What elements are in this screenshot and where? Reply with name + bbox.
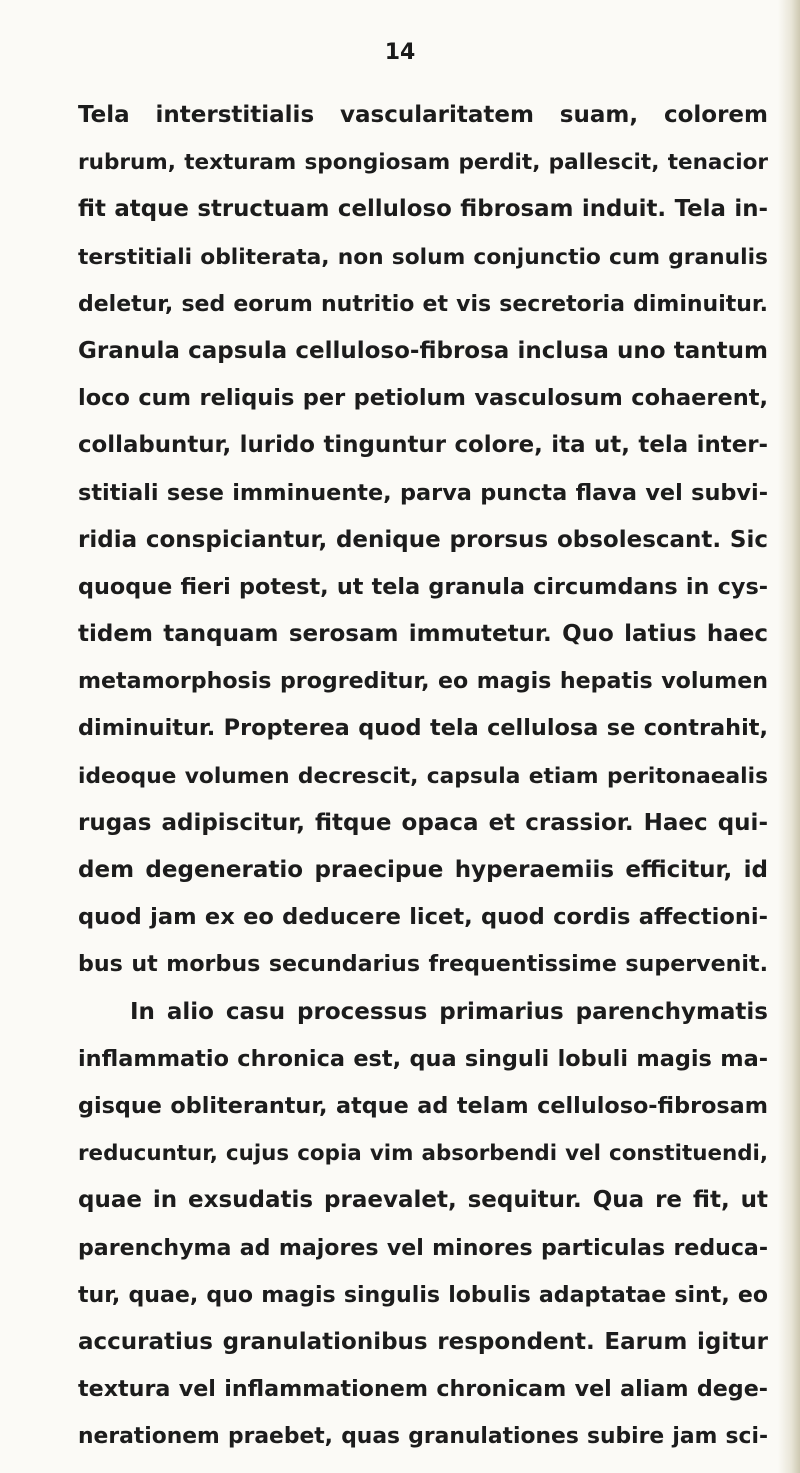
text-line-2: rubrum, texturam spongiosam perdit, pallescit, tenacior xyxy=(78,150,768,176)
text-line-29: nerationem praebet, quas granulationes subire jam sci- xyxy=(78,1424,768,1450)
text-line-16: rugas adipiscitur, fitque opaca et crassior. Haec qui- xyxy=(78,809,768,836)
text-line-10: ridia conspiciantur, denique prorsus obsolescant. Sic xyxy=(78,526,768,553)
text-line-24: quae in exsudatis praevalet, sequitur. Qua re fit, ut xyxy=(78,1187,768,1214)
text-body xyxy=(78,92,768,1460)
text-line-17: dem degeneratio praecipue hyperaemiis efficitur, id xyxy=(78,857,768,883)
text-line-20: In alio casu processus primarius parenchymatis xyxy=(130,998,768,1025)
text-line-7: loco cum reliquis per petiolum vasculosum cohaerent, xyxy=(78,385,768,412)
text-line-22: gisque obliterantur, atque ad telam celluloso-fibrosam xyxy=(78,1092,768,1119)
text-line-18: quod jam ex eo deducere licet, quod cordis affectioni- xyxy=(78,904,768,931)
text-line-15: ideoque volumen decrescit, capsula etiam peritonaealis xyxy=(78,763,768,789)
text-line-12: tidem tanquam serosam immutetur. Quo latius haec xyxy=(78,621,768,648)
page-edge-shadow xyxy=(778,0,800,1473)
text-line-13: metamorphosis progreditur, eo magis hepatis volumen xyxy=(78,668,768,695)
text-line-23: reducuntur, cujus copia vim absorbendi vel constituendi, xyxy=(78,1141,768,1167)
text-line-1: Tela interstitialis vascularitatem suam, colorem xyxy=(78,102,768,128)
text-line-4: terstitiali obliterata, non solum conjunctio cum granulis xyxy=(78,244,768,270)
text-line-9: stitiali sese imminuente, parva puncta flava vel subvi- xyxy=(78,479,768,506)
text-line-25: parenchyma ad majores vel minores particulas reduca- xyxy=(78,1234,768,1261)
text-line-27: accuratius granulationibus respondent. Earum igitur xyxy=(78,1328,768,1355)
text-line-3: fit atque structuam celluloso fibrosam induit. Tela in- xyxy=(78,196,768,223)
text-line-11: quoque fieri potest, ut tela granula circumdans in cys- xyxy=(78,573,768,600)
text-line-6: Granula capsula celluloso-fibrosa inclusa uno tantum xyxy=(78,337,768,364)
text-line-21: inflammatio chronica est, qua singuli lobuli magis ma- xyxy=(78,1045,768,1072)
page-number: 14 xyxy=(384,40,416,65)
text-line-19: bus ut morbus secundarius frequentissime supervenit. xyxy=(78,951,768,978)
text-line-26: tur, quae, quo magis singulis lobulis adaptatae sint, eo xyxy=(78,1282,768,1308)
text-line-14: diminuitur. Propterea quod tela cellulosa se contrahit, xyxy=(78,715,768,742)
text-line-5: deletur, sed eorum nutritio et vis secretoria diminuitur. xyxy=(78,291,768,317)
text-line-8: collabuntur, lurido tinguntur colore, ita ut, tela inter- xyxy=(78,432,768,459)
text-line-28: textura vel inflammationem chronicam vel aliam dege- xyxy=(78,1376,768,1403)
